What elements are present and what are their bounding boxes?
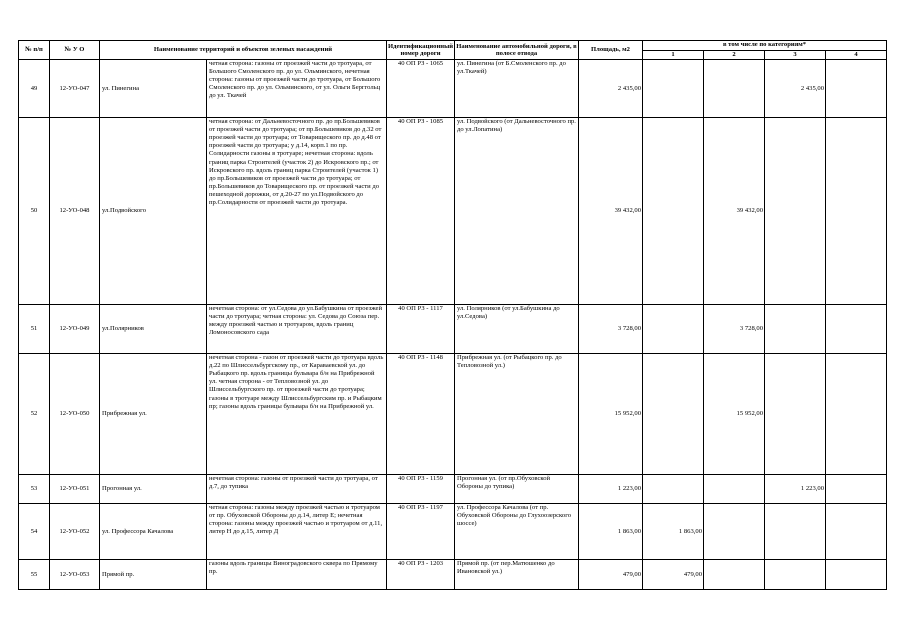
row-area: 1 863,00 [579, 504, 643, 560]
header-area: Площадь, м2 [579, 41, 643, 60]
row-road: Прибрежная ул. (от Рыбацкого пр. до Тепловозной ул.) [455, 354, 579, 475]
row-road: ул. Полярников (от ул.Бабушкина до ул.Седова) [455, 305, 579, 354]
row-cat1: 1 863,00 [643, 504, 704, 560]
row-road: Прогонная ул. (от пр.Обуховской Обороны до тупика) [455, 475, 579, 504]
row-area: 3 728,00 [579, 305, 643, 354]
row-num: 50 [19, 118, 50, 305]
row-cat4 [826, 560, 887, 590]
row-cat1: 479,00 [643, 560, 704, 590]
row-cat3 [765, 504, 826, 560]
row-area: 2 435,00 [579, 60, 643, 118]
row-road: ул. Профессора Качалова (от пр. Обуховской Обороны до Глухоозерского шоссе) [455, 504, 579, 560]
row-desc: нечетная сторона: газоны от проезжей части до тротуара, от д.7, до тупика [207, 475, 387, 504]
row-area: 479,00 [579, 560, 643, 590]
row-road: ул. Подвойского (от Дальневосточного пр. до ул.Лопатина) [455, 118, 579, 305]
row-ident: 40 ОП РЗ - 1148 [387, 354, 455, 475]
row-ident: 40 ОП РЗ - 1203 [387, 560, 455, 590]
header-row [19, 41, 887, 51]
row-area: 15 952,00 [579, 354, 643, 475]
row-road: ул. Пинегина (от Б.Смоленского пр. до ул.Ткачей) [455, 60, 579, 118]
row-cat4 [826, 118, 887, 305]
row-cat4 [826, 475, 887, 504]
row-cat4 [826, 305, 887, 354]
row-uo: 12-УО-047 [50, 60, 100, 118]
row-street: Прямой пр. [100, 560, 207, 590]
row-cat3: 2 435,00 [765, 60, 826, 118]
row-ident: 40 ОП РЗ - 1197 [387, 504, 455, 560]
row-cat3 [765, 560, 826, 590]
row-num: 51 [19, 305, 50, 354]
row-street: ул.Подвойского [100, 118, 207, 305]
row-cat2 [704, 475, 765, 504]
green-areas-table [18, 40, 887, 590]
row-cat3 [765, 118, 826, 305]
table-row [19, 560, 887, 590]
header-cat3: 3 [765, 51, 826, 60]
header-uo: № У О [50, 41, 100, 60]
row-cat2: 15 952,00 [704, 354, 765, 475]
row-cat2 [704, 560, 765, 590]
row-num: 52 [19, 354, 50, 475]
row-area: 39 432,00 [579, 118, 643, 305]
row-street: Прибрежная ул. [100, 354, 207, 475]
row-cat4 [826, 60, 887, 118]
row-desc: четная сторона: газоны между проезжей частью и тротуаром от пр. Обуховской Обороны до д.14, литер Е; нечетная сторона: газоны между проезжей частью и тротуаром от д.11, литер Н до д.15, литер Д [207, 504, 387, 560]
row-num: 53 [19, 475, 50, 504]
table-row [19, 60, 887, 118]
row-ident: 40 ОП РЗ - 1085 [387, 118, 455, 305]
row-uo: 12-УО-048 [50, 118, 100, 305]
row-ident: 40 ОП РЗ - 1117 [387, 305, 455, 354]
header-cat4: 4 [826, 51, 887, 60]
row-street: ул. Профессора Качалова [100, 504, 207, 560]
row-ident: 40 ОП РЗ - 1065 [387, 60, 455, 118]
row-area: 1 223,00 [579, 475, 643, 504]
row-uo: 12-УО-049 [50, 305, 100, 354]
row-street: ул.Полярников [100, 305, 207, 354]
table-row [19, 475, 887, 504]
row-num: 55 [19, 560, 50, 590]
row-desc: четная сторона: от Дальневосточного пр. до пр.Большевиков от проезжей части до тротуара; от пр.Большевиков до д.32 от проезжей части до тротуара; от Товарищеского пр. до д.48 от проезжей части до тротуара; у д.14, корп.1 по пр. Солидарности газоны в тротуаре; нечетная сторона: вдоль границ парка Строителей (участок 2) до Искровского пр.; от Искровского пр. вдоль границ парка Строителей (участок 1) до пр.Большевиков от проезжей части до тротуара; от пр.Большевиков до Товарищеского пр. от проезжей части до пешеходной дорожки, от д.20-27 по ул.Подвойского до пр.Солидарности от проезжей части до тротуара. [207, 118, 387, 305]
row-cat4 [826, 354, 887, 475]
row-cat2: 39 432,00 [704, 118, 765, 305]
row-uo: 12-УО-053 [50, 560, 100, 590]
header-ident: Идентификационный номер дороги [387, 41, 455, 60]
header-cat1: 1 [643, 51, 704, 60]
row-cat2 [704, 60, 765, 118]
row-uo: 12-УО-051 [50, 475, 100, 504]
table-row [19, 118, 887, 305]
row-cat1 [643, 305, 704, 354]
header-cat2: 2 [704, 51, 765, 60]
header-num: № п/п [19, 41, 50, 60]
row-cat1 [643, 118, 704, 305]
row-cat3 [765, 354, 826, 475]
row-cat4 [826, 504, 887, 560]
row-num: 54 [19, 504, 50, 560]
row-desc: четная сторона: газоны от проезжей части до тротуара, от Большого Смоленского пр. до ул. Ольминского, нечетная сторона: газоны от проезжей части до тротуара, от Большого Смоленского пр. до ул. Ольминского, от ул. Ольги Берггольц до ул. Ткачей [207, 60, 387, 118]
row-cat1 [643, 60, 704, 118]
header-categories: в том числе по категориям* [643, 41, 887, 51]
row-cat3 [765, 305, 826, 354]
table-row [19, 504, 887, 560]
row-uo: 12-УО-052 [50, 504, 100, 560]
row-cat3: 1 223,00 [765, 475, 826, 504]
row-desc: нечетная сторона: от ул.Седова до ул.Бабушкина от проезжей части до тротуара; четная сторона: ул. Седова до Союза пер. между проезжей частью и тротуаром, вдоль границ Ломоносовского сада [207, 305, 387, 354]
row-desc: нечетная сторона - газон от проезжей части до тротуара вдоль д.22 по Шлиссельбургскому пр., от Караваевской ул. до Рыбацкого пр. вдоль границы бульвара б/н на Прибрежной ул. четная сторона - от Тепловозной ул. до Шлиссельбургского пр. от проезжей части до тротуара; газоны в тротуаре между Шлиссельбургским пр. и Рыбацким пр; газоны вдоль границы бульвара б/н на Прибрежной ул. [207, 354, 387, 475]
header-road: Наименование автомобильной дороги, в полосе отвода [455, 41, 579, 60]
row-cat1 [643, 354, 704, 475]
row-street: ул. Пинегина [100, 60, 207, 118]
row-uo: 12-УО-050 [50, 354, 100, 475]
row-cat2: 3 728,00 [704, 305, 765, 354]
table-row [19, 305, 887, 354]
row-num: 49 [19, 60, 50, 118]
row-desc: газоны вдоль границы Виноградовского сквера по Прямому пр. [207, 560, 387, 590]
header-name: Наименование территорий и объектов зеленых насаждений [100, 41, 387, 60]
row-ident: 40 ОП РЗ - 1159 [387, 475, 455, 504]
row-road: Прямой пр. (от пер.Матюшенко до Ивановской ул.) [455, 560, 579, 590]
row-cat1 [643, 475, 704, 504]
row-cat2 [704, 504, 765, 560]
row-street: Прогонная ул. [100, 475, 207, 504]
table-row [19, 354, 887, 475]
